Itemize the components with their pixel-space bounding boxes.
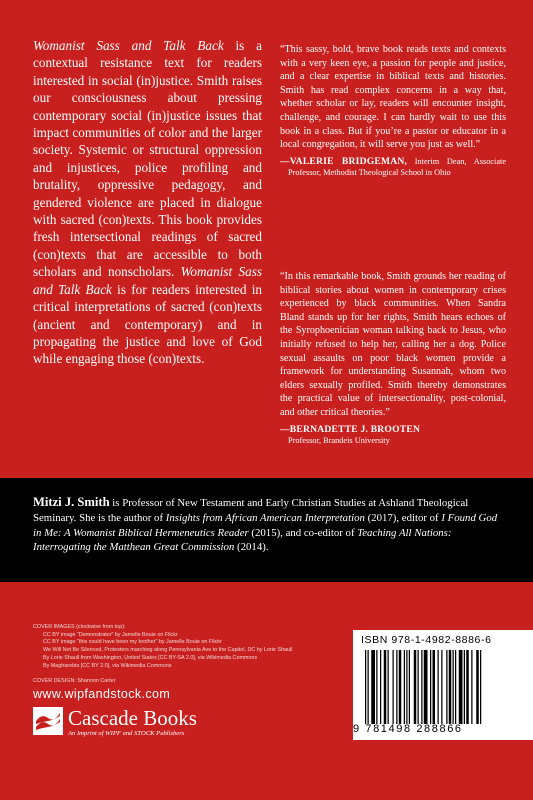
description-title-italic-2: Womanist Sass and Talk Back — [33, 264, 262, 297]
credits-heading: COVER IMAGES (clockwise from top): — [33, 624, 126, 630]
barcode-bars — [361, 650, 529, 724]
author-name: Mitzi J. Smith — [33, 495, 110, 509]
isbn-text: ISBN 978-1-4982-8886-6 — [361, 634, 492, 646]
endorsement-2-quote: “In this remarkable book, Smith grounds her reading of biblical stories about women in contemporary crises experienced by black communities. When Sandra Bland stands up for her rights, Smith hears echoes of the Syrophoenician woman talking back to Jesus, who initially refused to help her, calling her a dog. Police sexual assaults on poor black women provide a framework for understanding Susannah, whom two elders sexually profiled. Smith thereby demonstrates the practical value of intersectionality, post-colonial, and other critical theories.” — [280, 271, 506, 418]
endorsement-2-attribution — [280, 424, 506, 447]
cover-image-credits — [33, 624, 363, 670]
bio-text-1: is Professor of New Testament and Early Christian Studies at Ashland Theological Seminary. She is the author of — [33, 497, 469, 524]
publisher-url[interactable]: www.wipfandstock.com — [33, 687, 171, 701]
description-title-italic: Womanist Sass and Talk Back — [33, 38, 224, 53]
publisher-logo — [33, 706, 243, 742]
description-text-2: is for readers interested in critical interpretations of sacred (con)texts (ancient and contemporary) and in propagating the justice and love of God while engaging those (con)texts. — [33, 281, 262, 367]
endorsement-2-affiliation: Professor, Brandeis University — [288, 436, 390, 446]
endorsement-2-name: —BERNADETTE J. BROOTEN — [280, 423, 421, 435]
credit-line: We Will Not Be Silenced, Protesters marching along Pennsylvania Ave to the Capitol, DC by Lorie Shaull — [43, 647, 293, 654]
cover-design-credit: COVER DESIGN: Shannon Carter — [33, 678, 116, 684]
isbn-barcode — [353, 630, 533, 740]
barcode-number: 9 781498 288866 — [353, 723, 463, 735]
bio-book-2: I Found God in Me: A Womanist Biblical Hermeneutics Reader — [33, 511, 498, 539]
bio-text-3: (2015), and co-editor of — [248, 526, 358, 539]
endorsement-1-name: —VALERIE BRIDGEMAN, — [280, 155, 408, 167]
credit-line: By Lorie Shaull from Washington, United States [CC BY-SA 2.0], via Wikimedia Commons — [43, 654, 258, 661]
bio-book-1: Insights from African American Interpretation — [165, 511, 365, 524]
endorsement-1-affiliation: Interim Dean, Associate Professor, Methodist Theological School in Ohio — [288, 156, 506, 178]
credit-line: By Magharebia [CC BY 2.0], via Wikimedia Commons — [43, 662, 172, 669]
credit-line: CC BY image “Demonstrator” by Jamelle Bouie on Flickr — [43, 631, 178, 638]
endorsement-1 — [280, 43, 506, 179]
bio-text-4: (2014). — [234, 541, 269, 554]
book-description — [33, 37, 262, 368]
author-bio — [33, 495, 506, 555]
bio-text-2: (2017), editor of — [364, 511, 442, 524]
endorsement-2 — [280, 270, 506, 447]
credit-line: CC BY image “this could have been my brother” by Jamelle Bouie on Flickr — [43, 639, 222, 646]
cascade-books-logo-icon — [33, 707, 63, 735]
description-text-1: is a contextual resistance text for readers interested in social (in)justice. Smith raises our consciousness about pressing contemporary social (in)justice issues that impact communities of color and the larger society. Systemic or structural oppression and injustices, police profiling and brutality, oppressive pedagogy, and gendered violence are placed in dialogue with sacred (con)texts. This book provides fresh intersectional readings of sacred (con)texts that are accessible to both scholars and nonscholars. — [33, 38, 262, 280]
publisher-name: Cascade Books — [68, 706, 197, 730]
publisher-tagline: An Imprint of WIPF and STOCK Publishers — [68, 730, 185, 737]
endorsement-1-quote: “This sassy, bold, brave book reads texts and contexts with a very keen eye, a passion for people and justice, and a clear expertise in biblical texts and histories. Smith has read complex concerns in a way that, whether scholar or lay, readers will encounter insight, challenge, and courage. I can hardly wait to use this book in a class. But if you’re a pastor or educator in a local congregation, it will serve you just as well.” — [280, 44, 506, 151]
endorsement-1-attribution — [280, 156, 506, 179]
bio-book-3: Teaching All Nations: Interrogating the Matthean Great Commission — [33, 526, 452, 554]
